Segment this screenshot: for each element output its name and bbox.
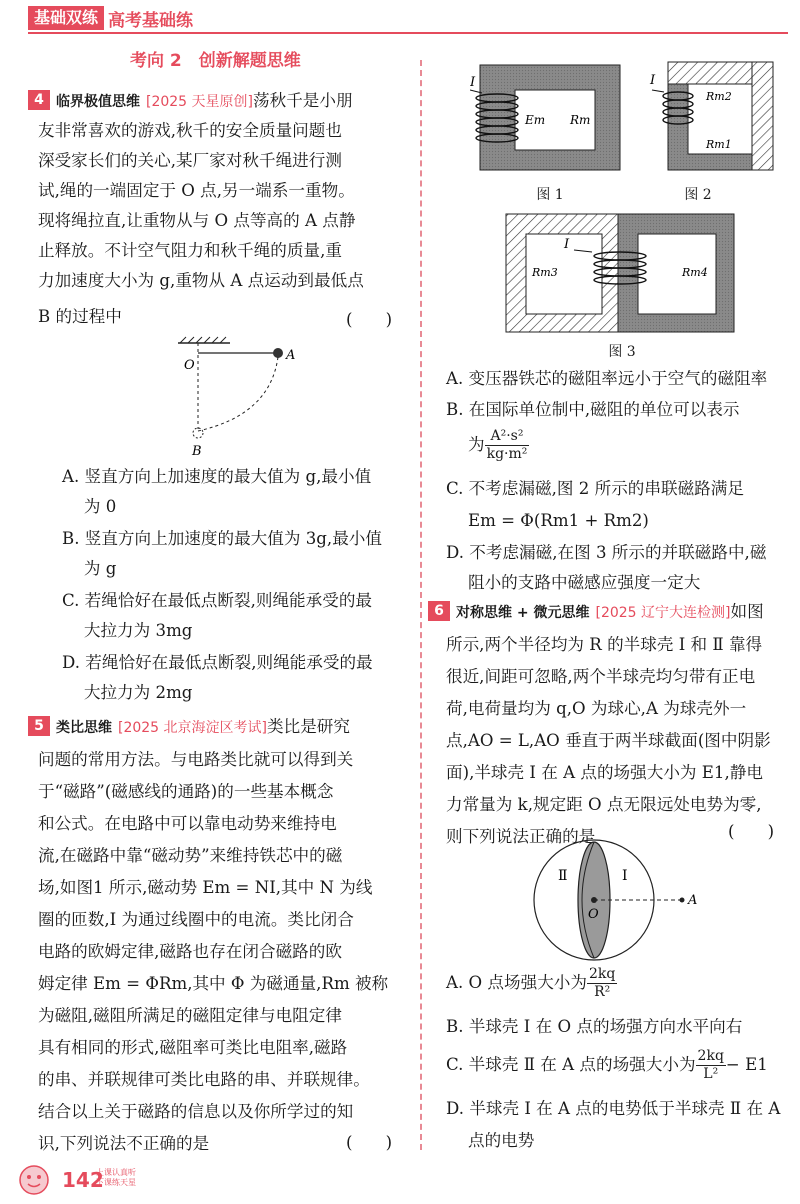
fig3-label: 图 3	[608, 344, 636, 360]
q5-text-0: 类比是研究	[267, 717, 350, 736]
q5-option-b-num: A²·s²	[485, 428, 530, 446]
fig3-Rm3: Rm3	[532, 266, 558, 279]
q4-pendulum-figure	[150, 335, 310, 460]
q6-option-a-text: A. O 点场强大小为	[446, 973, 587, 992]
q5-text-9: 为磁阻,磁阻所满足的磁阻定律与电阻定律	[38, 1006, 342, 1025]
q5-source: [2025 北京海淀区考试]	[118, 720, 268, 736]
q5-option-d: D. 不考虑漏磁,在图 3 所示的并联磁路中,磁	[446, 543, 767, 562]
q5-option-d-cont: 阻小的支路中磁感应强度一定大	[468, 573, 701, 592]
q4-number: 4	[28, 90, 50, 110]
header-tag: 基础双练	[28, 6, 104, 30]
page-number: 142	[62, 1168, 104, 1192]
q5-option-a: A. 变压器铁芯的磁阻率远小于空气的磁阻率	[446, 369, 768, 388]
q4-option-d: D. 若绳恰好在最低点断裂,则绳能承受的最	[62, 653, 373, 672]
q4-fig-B: B	[192, 444, 202, 459]
q5-figure-3	[502, 210, 742, 336]
q4-text-2: 深受家长们的关心,某厂家对秋千绳进行测	[38, 151, 342, 170]
q5-option-b: B. 在国际单位制中,磁阻的单位可以表示	[446, 400, 740, 419]
fig2-Rm2: Rm2	[706, 90, 732, 103]
fig2-Rm1: Rm1	[706, 138, 732, 151]
q6-line-0	[428, 597, 764, 628]
footer-slogan	[96, 1168, 136, 1188]
q5-option-b-den: kg·m²	[486, 446, 528, 462]
q5-text-8: 姆定律 Em = ΦRm,其中 Φ 为磁通量,Rm 被称	[38, 974, 389, 993]
q4-answer-paren: ( )	[346, 310, 393, 329]
q5-figure-1	[470, 60, 630, 180]
fig3-I: I	[564, 237, 570, 252]
q4-fig-A: A	[286, 348, 296, 363]
q4-option-c: C. 若绳恰好在最低点断裂,则绳能承受的最	[62, 591, 373, 610]
q6-option-c	[446, 1048, 768, 1083]
q6-text-3: 荷,电荷量均为 q,O 为球心,A 为球壳外一	[446, 699, 747, 718]
q6-fig-I: Ⅰ	[622, 868, 628, 884]
q6-option-a-num: 2kq	[588, 966, 616, 982]
q5-text-1: 问题的常用方法。与电路类比就可以得到关	[38, 750, 354, 769]
q4-text-6: 力加速度大小为 g,重物从 A 点运动到最低点	[38, 271, 364, 290]
q6-text-2: 很近,间距可忽略,两个半球壳均匀带有正电	[446, 667, 756, 686]
page-header	[0, 0, 800, 34]
q4-fig-O: O	[184, 358, 195, 373]
header-title: 高考基础练	[108, 11, 193, 31]
q6-option-c-post: − E1	[725, 1055, 768, 1074]
q4-option-b: B. 竖直方向上加速度的最大值为 3g,最小值	[62, 529, 382, 548]
q6-text-4: 点,AO = L,AO 垂直于两半球截面(图中阴影	[446, 731, 771, 750]
q5-text-11: 的串、并联规律可类比电路的串、并联规律。	[38, 1070, 370, 1089]
q4-text-7: B 的过程中	[38, 307, 122, 326]
q5-option-b-cont	[468, 428, 529, 463]
q6-fig-O: O	[588, 907, 599, 922]
q6-text-0: 如图	[730, 602, 764, 621]
fig1-label: 图 1	[536, 187, 564, 203]
q4-option-a: A. 竖直方向上加速度的最大值为 g,最小值	[62, 467, 372, 486]
q6-option-b: B. 半球壳 Ⅰ 在 O 点的场强方向水平向右	[446, 1017, 743, 1036]
q5-text-6: 圈的匝数,I 为通过线圈中的电流。类比闭合	[38, 910, 354, 929]
q4-tag: 临界极值思维	[56, 94, 140, 110]
q5-answer-paren: ( )	[346, 1133, 393, 1152]
q5-text-13: 识,下列说法不正确的是	[38, 1134, 210, 1153]
q5-text-4: 流,在磁路中靠“磁动势”来维持铁芯中的磁	[38, 846, 343, 865]
q6-fig-A: A	[688, 893, 698, 908]
q6-answer-paren: ( )	[728, 822, 775, 841]
q4-option-a-cont: 为 0	[62, 497, 117, 516]
q5-option-b-fraction	[485, 428, 530, 463]
fig3-Rm4: Rm4	[682, 266, 708, 279]
q6-option-d-cont: 点的电势	[468, 1131, 535, 1150]
q6-fig-II: Ⅱ	[558, 868, 568, 884]
q6-tag: 对称思维 + 微元思维	[456, 605, 590, 621]
q6-option-a-den: R²	[594, 984, 611, 1000]
q5-tag: 类比思维	[56, 720, 112, 736]
q4-text-3: 试,绳的一端固定于 O 点,另一端系一重物。	[38, 181, 355, 200]
header-rule	[28, 32, 788, 34]
q4-option-c-cont: 大拉力为 3mg	[62, 621, 193, 640]
q4-option-b-cont: 为 g	[62, 559, 117, 578]
q6-text-7: 则下列说法正确的是	[446, 827, 596, 846]
fig1-I: I	[470, 75, 476, 90]
section-title: 考向 2 创新解题思维	[130, 51, 301, 71]
column-divider	[420, 60, 422, 1150]
fig1-Em: Em	[525, 113, 546, 127]
q6-source: [2025 辽宁大连检测]	[595, 605, 731, 621]
q4-text-1: 友非常喜欢的游戏,秋千的安全质量问题也	[38, 121, 342, 140]
q6-option-a-fraction	[587, 966, 617, 1001]
q5-option-c: C. 不考虑漏磁,图 2 所示的串联磁路满足	[446, 479, 744, 498]
q4-option-d-cont: 大拉力为 2mg	[62, 683, 193, 702]
q5-option-c-cont: Em = Φ(Rm1 + Rm2)	[468, 511, 649, 530]
q6-option-c-num: 2kq	[697, 1048, 724, 1064]
q5-text-3: 和公式。在电路中可以靠电动势来维持电	[38, 814, 337, 833]
q5-text-5: 场,如图1 所示,磁动势 Em = NI,其中 N 为线	[38, 878, 373, 897]
q6-option-c-den: L²	[703, 1066, 719, 1082]
q6-text-1: 所示,两个半径均为 R 的半球壳 Ⅰ 和 Ⅱ 靠得	[446, 635, 763, 654]
footer-slogan-2: 下课练天星	[96, 1178, 136, 1187]
q5-number: 5	[28, 716, 50, 736]
q4-text-4: 现将绳拉直,让重物从与 O 点等高的 A 点静	[38, 211, 356, 230]
q6-text-5: 面),半球壳 Ⅰ 在 A 点的场强大小为 E1,静电	[446, 763, 763, 782]
fig2-I: I	[650, 73, 656, 88]
q5-figure-2	[640, 60, 780, 180]
q4-text-0: 荡秋千是小朋	[253, 91, 353, 110]
q6-option-a	[446, 966, 617, 1001]
q6-number: 6	[428, 601, 450, 621]
q6-option-d: D. 半球壳 Ⅰ 在 A 点的电势低于半球壳 Ⅱ 在 A	[446, 1099, 781, 1118]
q6-option-c-text: C. 半球壳 Ⅱ 在 A 点的场强大小为	[446, 1055, 696, 1074]
q5-text-7: 电路的欧姆定律,磁路也存在闭合磁路的欧	[38, 942, 342, 961]
q6-option-c-fraction	[696, 1048, 726, 1083]
footer-slogan-1: 上课认真听	[96, 1168, 136, 1177]
q6-sphere-figure	[530, 838, 710, 962]
q5-text-2: 于“磁路”(磁感线的通路)的一些基本概念	[38, 782, 334, 801]
q4-source: [2025 天星原创]	[146, 94, 254, 110]
q5-option-b-prefix: 为	[468, 435, 485, 454]
q4-text-5: 止释放。不计空气阻力和秋千绳的质量,重	[38, 241, 342, 260]
q4-line-0	[28, 86, 353, 117]
fig2-label: 图 2	[684, 187, 712, 203]
q5-text-12: 结合以上关于磁路的信息以及你所学过的知	[38, 1102, 354, 1121]
q5-text-10: 具有相同的形式,磁阻率可类比电阻率,磁路	[38, 1038, 348, 1057]
q5-line-0	[28, 712, 350, 743]
fig1-Rm: Rm	[570, 113, 591, 127]
q6-text-6: 力常量为 k,规定距 O 点无限远处电势为零,	[446, 795, 762, 814]
